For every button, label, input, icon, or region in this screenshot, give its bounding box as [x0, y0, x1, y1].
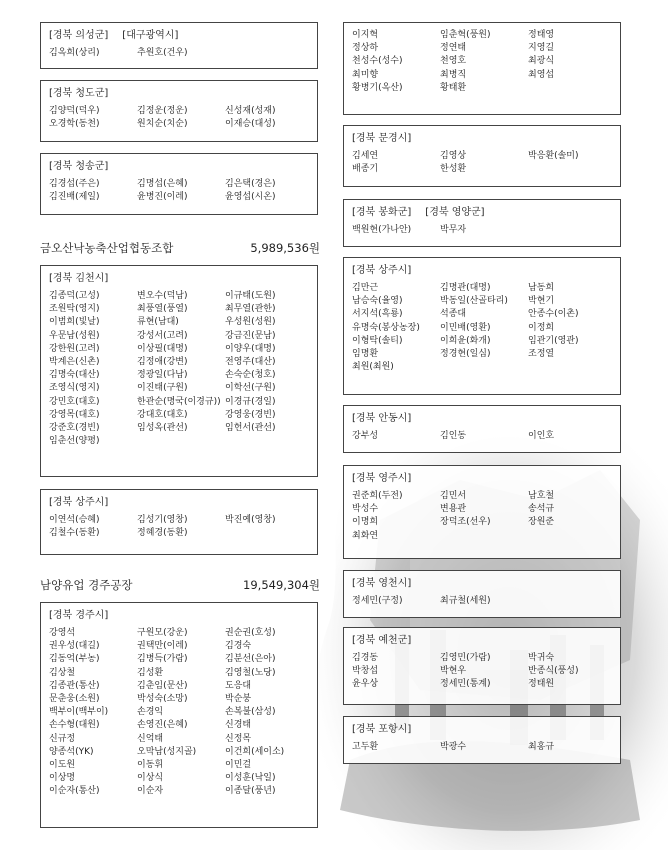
donor-name: 정세민(구정): [352, 596, 403, 606]
donor-box-bonghwa: [343, 199, 621, 247]
donor-name: 정경현(일심): [440, 348, 491, 359]
donor-name: 정연태: [440, 43, 467, 54]
donor-name: 손영진(은혜): [137, 720, 188, 731]
region-header: [352, 132, 614, 146]
donor-name: 조원탁(영지): [49, 304, 100, 315]
donor-name: 백원현(가나안): [352, 225, 412, 235]
donor-name: 이순자(통산): [49, 786, 100, 797]
donor-box-sangju1: [40, 489, 318, 555]
donor-name: 백부이(백부이): [49, 707, 109, 718]
donor-name: 천영호: [440, 56, 467, 67]
donor-name: 박성수: [352, 504, 379, 515]
donor-name: 우문남(성원): [49, 330, 100, 341]
donor-name: 한성환: [440, 164, 467, 175]
region-label: [경북 안동시]: [352, 413, 412, 424]
donor-name: 임춘혁(풍원): [440, 30, 491, 40]
donor-name: 박창섭: [352, 666, 379, 677]
donor-name: 김영민(가람): [440, 653, 491, 663]
donor-name: 김분선(은아): [225, 654, 276, 665]
donor-box-gimcheon: [40, 265, 318, 477]
donor-name: 김동억(부농): [49, 654, 100, 665]
region-label: [대구광역시]: [122, 30, 179, 41]
donor-name: 임명환: [352, 348, 379, 359]
donor-name: 최미향: [352, 69, 379, 80]
donor-name: 박성숙(소망): [137, 693, 188, 704]
donor-name: [528, 595, 622, 608]
region-label: [경북 청도군]: [49, 88, 109, 99]
donor-name: 김경섭(주은): [49, 179, 100, 189]
donor-name: 윤우상: [352, 679, 379, 690]
company-heading: [40, 577, 320, 593]
donor-name: 최원(최원): [352, 362, 394, 373]
donor-name: 서지석(흑룡): [352, 309, 403, 320]
donation-amount: 5,989,536원: [250, 241, 320, 255]
donor-name: 이규태(도원): [225, 291, 276, 301]
company-name: 금오산낙농축산업협동조합: [40, 241, 174, 255]
donor-name: 권택만(이레): [137, 641, 188, 652]
region-header: [352, 634, 614, 648]
donor-name-grid: [352, 490, 614, 543]
donor-name: 전영주(대산): [225, 356, 276, 367]
donor-name: 박진예(영창): [225, 515, 276, 525]
region-header: [49, 609, 311, 623]
donor-name: 신규정: [49, 733, 76, 744]
region-header: [49, 29, 311, 43]
donor-name: 구원모(강운): [137, 628, 188, 638]
donor-name: 강부성: [352, 431, 379, 441]
donor-name: 최광식: [528, 56, 555, 67]
donor-name: 이민걸: [225, 759, 252, 770]
donor-name: 남호철: [528, 491, 555, 501]
donor-name: 이연석(승혜): [49, 515, 100, 525]
donor-name: 변오수(덕남): [137, 291, 188, 301]
donor-name: 임성옥(관선): [137, 422, 188, 433]
donor-name: [528, 530, 622, 543]
donor-name-grid: [49, 105, 311, 131]
donor-name: 손경익: [137, 707, 164, 718]
donor-name: 고두환: [352, 742, 379, 752]
donor-name: 최풍열(풍열): [137, 304, 188, 315]
donor-name: 장덕조(선우): [440, 517, 491, 528]
donor-box-mungyeong: [343, 125, 621, 187]
donor-name: 정광일(다남): [137, 370, 188, 381]
donor-name: 최영섭: [528, 69, 555, 80]
donor-name: 김영철(노당): [225, 667, 276, 678]
donor-name: 이상식: [137, 773, 164, 784]
donor-name: 정세민(통계): [440, 679, 491, 690]
donor-name: 지영길: [528, 43, 555, 54]
donor-name: 장원준: [528, 517, 555, 528]
donor-name: 천성수(성수): [352, 56, 403, 67]
donor-name: 이건희(세이소): [225, 746, 285, 757]
donor-name: 신성재(성재): [225, 106, 276, 116]
donor-box-gyeongju: [40, 602, 318, 828]
donor-name: [225, 435, 319, 448]
region-label: [경북 문경시]: [352, 133, 412, 144]
donor-name-grid: [352, 282, 614, 374]
donor-name: 윤영섭(시온): [225, 192, 276, 203]
region-label: [경북 영주시]: [352, 473, 412, 484]
region-header: [352, 472, 614, 486]
donor-name-grid: [352, 652, 614, 692]
donor-name: 이동휘: [137, 759, 164, 770]
donor-name: 임헌서(관선): [225, 422, 276, 433]
donor-name: 윤병진(이레): [137, 192, 188, 203]
donor-name: 임관기(영관): [528, 335, 579, 346]
donor-name: 권우성(대길): [49, 641, 100, 652]
donor-name: 이희윤(화개): [440, 335, 491, 346]
donor-name: 이인호: [528, 431, 555, 441]
region-label: [경북 영양군]: [425, 207, 485, 218]
donor-name-grid: [49, 290, 311, 448]
donor-name: 이양우(대명): [225, 343, 276, 354]
donor-name: 김종관(통산): [49, 680, 100, 691]
donor-name: 이정희: [528, 322, 555, 333]
region-label: [경북 상주시]: [49, 497, 109, 508]
donor-name: 박현기: [528, 296, 555, 307]
donor-name: 우성원(성원): [225, 317, 276, 328]
company-name: 남양유업 경주공장: [40, 578, 133, 592]
donor-name: 양종석(YK): [49, 746, 94, 757]
donor-name: 최홍규: [528, 742, 555, 752]
donor-name: 도응대: [225, 680, 252, 691]
donor-name: 정상하: [352, 43, 379, 54]
donor-name: 강영석: [49, 628, 76, 638]
donor-name: [440, 361, 528, 374]
donor-name: 남승숙(율영): [352, 296, 403, 307]
donor-name: 강영웅(경빈): [225, 409, 276, 420]
donor-name: 김종덕(고성): [49, 291, 100, 301]
donor-name: 박동일(산골타리): [440, 296, 508, 307]
donor-name: [440, 530, 528, 543]
donor-name: 김명숙(대산): [49, 370, 100, 381]
donor-name: 추원호(건우): [137, 48, 188, 58]
region-label: [경북 예천군]: [352, 635, 412, 646]
donor-name: 반종식(풍성): [528, 666, 579, 677]
donor-name: 김춘임(문산): [137, 680, 188, 691]
donor-name: [528, 224, 622, 237]
region-header: [352, 206, 614, 220]
donor-box-cheongdo: [40, 80, 318, 142]
region-label: [경북 의성군]: [49, 30, 109, 41]
donor-box-yeongcheon: [343, 570, 621, 618]
donor-box-uiseong: [40, 22, 318, 69]
donor-name: 김상철: [49, 667, 76, 678]
donor-name: 안종수(이촌): [528, 309, 579, 320]
donor-box-top-cont: [343, 22, 621, 115]
region-header: [352, 723, 614, 737]
donor-name: 손복불(삼성): [225, 707, 276, 718]
donor-name: [528, 163, 622, 176]
donor-name: [528, 361, 622, 374]
donor-name: 강민호(대호): [49, 396, 100, 407]
region-header: [49, 272, 311, 286]
donor-name-grid: [49, 178, 311, 204]
donor-name: 남동희: [528, 283, 555, 293]
donor-name: 이상필(대명): [137, 343, 188, 354]
region-header: [49, 496, 311, 510]
donor-name-grid: [352, 595, 614, 608]
donor-name: 박응환(솔미): [528, 151, 579, 161]
region-header: [352, 412, 614, 426]
donor-name: 김경숙: [225, 641, 252, 652]
donor-name: 권순권(호성): [225, 628, 276, 638]
donor-name: 정혜경(동환): [137, 528, 188, 539]
donor-name: 최화연: [352, 530, 379, 541]
donor-name: 임춘선(양평): [49, 436, 100, 447]
donor-name: 박현우: [440, 666, 467, 677]
region-header: [352, 577, 614, 591]
region-label: [경북 포항시]: [352, 724, 412, 735]
donor-name: 오막남(성지골): [137, 746, 197, 757]
donor-name: 신억태: [137, 733, 164, 744]
donor-name: 원치순(치순): [137, 119, 188, 130]
donor-name: 김정운(정운): [137, 106, 188, 116]
donor-name: 이진태(구원): [137, 383, 188, 394]
donor-name: 김세연: [352, 151, 379, 161]
donor-name: 유명숙(봉상농장): [352, 322, 420, 333]
region-label: [경북 청송군]: [49, 161, 109, 172]
donor-name-grid: [352, 29, 614, 95]
donor-name-grid: [352, 224, 614, 237]
donor-name: 문춘웅(소원): [49, 693, 100, 704]
donor-name: 강영목(대호): [49, 409, 100, 420]
donor-name: 황태환: [440, 82, 467, 93]
donor-name: 박순붕: [225, 693, 252, 704]
donor-name: [225, 527, 319, 540]
donor-name: 최무열(관한): [225, 304, 276, 315]
donor-box-andong: [343, 405, 621, 453]
donor-name: 박광수: [440, 742, 467, 752]
donor-name: 박계은(신촌): [49, 356, 100, 367]
donor-name: 배종기: [352, 164, 379, 175]
region-header: [49, 87, 311, 101]
donor-name: [137, 435, 225, 448]
donor-name: 정태원: [528, 679, 555, 690]
donor-name: 김양덕(덕우): [49, 106, 100, 116]
donation-amount: 19,549,304원: [243, 578, 320, 592]
donor-name: 신정목: [225, 733, 252, 744]
donor-name: 김만근: [352, 283, 379, 293]
donor-name: 권준희(두전): [352, 491, 403, 501]
donor-name: 김성기(영창): [137, 515, 188, 525]
donor-name: 김은택(경은): [225, 179, 276, 189]
donor-name: 강대호(대호): [137, 409, 188, 420]
donor-name: 최규철(세원): [440, 596, 491, 606]
donor-name: 황병기(옥산): [352, 82, 403, 93]
donor-name-grid: [352, 741, 614, 754]
donor-name: 김옥희(상리): [49, 48, 100, 58]
region-label: [경북 영천시]: [352, 578, 412, 589]
donor-name: 손수형(대원): [49, 720, 100, 731]
donor-name: 최병직: [440, 69, 467, 80]
donor-name: 이성훈(낙일): [225, 773, 276, 784]
donor-name: 변용관: [440, 504, 467, 515]
donor-name: 강한원(고려): [49, 343, 100, 354]
donor-name-grid: [352, 430, 614, 443]
donor-name: 김영상: [440, 151, 467, 161]
donor-name: 강금진(문남): [225, 330, 276, 341]
donor-name: [528, 82, 622, 95]
donor-name: 한관순(명국(이경규)): [137, 396, 221, 407]
donor-name: 이학선(구원): [225, 383, 276, 394]
donor-name: 강준호(경빈): [49, 422, 100, 433]
donor-name: 이종달(풍년): [225, 786, 276, 797]
donor-name: 신경태: [225, 720, 252, 731]
region-label: [경북 상주시]: [352, 265, 412, 276]
donor-name: 강성서(고려): [137, 330, 188, 341]
donor-name: 김명관(대명): [440, 283, 491, 293]
donor-name: 손숙순(청호): [225, 370, 276, 381]
region-label: [경북 경주시]: [49, 610, 109, 621]
donor-name: 김민서: [440, 491, 467, 501]
donor-name-grid: [49, 627, 311, 798]
donor-name: 김명섭(은혜): [137, 179, 188, 189]
donor-name: 이경규(경일): [225, 396, 276, 407]
region-label: [경북 김천시]: [49, 273, 109, 284]
donor-name: 김경동: [352, 653, 379, 663]
donor-name: 김정애(강변): [137, 356, 188, 367]
region-header: [49, 160, 311, 174]
donor-name: 이범희(빛날): [49, 317, 100, 328]
company-heading: [40, 240, 320, 256]
donor-name: 조정열: [528, 348, 555, 359]
donor-name: 김성환: [137, 667, 164, 678]
donor-name: 조영식(영지): [49, 383, 100, 394]
donor-name: 박귀숙: [528, 653, 555, 663]
donor-name: 송석규: [528, 504, 555, 515]
donor-name: 오경학(동천): [49, 119, 100, 130]
donor-name-grid: [49, 514, 311, 540]
donor-name: 이재승(대성): [225, 119, 276, 130]
region-label: [경북 봉화군]: [352, 207, 412, 218]
donor-box-cheongsong: [40, 153, 318, 215]
donor-name: 정태영: [528, 30, 555, 40]
donor-name: 이형탁(솔티): [352, 335, 403, 346]
donor-name: 이상명: [49, 773, 76, 784]
donor-name: 김인동: [440, 431, 467, 441]
donor-name: 이순자: [137, 786, 164, 797]
donor-name-grid: [49, 47, 311, 60]
donor-box-pohang: [343, 716, 621, 764]
donor-box-yecheon: [343, 627, 621, 705]
donor-name: 박무자: [440, 225, 467, 235]
donor-name: 이도원: [49, 759, 76, 770]
donor-box-yeongju: [343, 465, 621, 559]
donor-name: 김진배(제일): [49, 192, 100, 203]
donor-name: 이지혁: [352, 30, 379, 40]
donor-box-sangju2: [343, 257, 621, 395]
region-header: [352, 264, 614, 278]
donor-name: 이민배(영환): [440, 322, 491, 333]
donor-name: 석종대: [440, 309, 467, 320]
donor-name: 김철수(동환): [49, 528, 100, 539]
donor-name: 류현(남대): [137, 317, 179, 328]
donor-name-grid: [352, 150, 614, 176]
donor-name: 김병득(가람): [137, 654, 188, 665]
donor-name: 이명희: [352, 517, 379, 528]
